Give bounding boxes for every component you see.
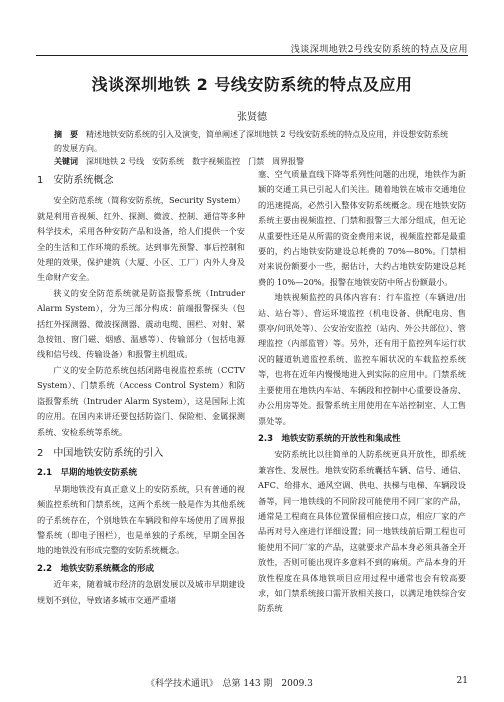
page-number: 21: [456, 676, 468, 686]
subsection-2-1-heading: 2.1 早期的地铁安防系统: [37, 468, 138, 479]
header-rule: [36, 55, 468, 56]
paragraph: 塞、空气质量直线下降等系列性问题的出现，地铁作为新颖的交通工具已引起人们关注。随着地铁在城市交通地位的迅速提高，必然引入整体安防系统概念。现在地铁安防系统主要由视频监控、门禁和报警三大部分组成，但无论从重要性还是从所需的资金费用来说，视频监控都是最重要的，约占地铁安防建设总耗费的 70%—80%。门禁相对来说份额要小一些，据估计，大约占地铁安防建设总耗费的 10%—20%。报警在地铁安防中所占份额最小。: [258, 169, 466, 287]
abstract: [54, 128, 450, 156]
abstract-text: 精述地铁安防系统的引入及演变，简单阐述了深圳地铁 2 号线安防系统的特点及应用，并设想安防系统的发展方向。: [54, 130, 449, 153]
paragraph: 安防系统比以往简单的人防系统更具开放性，即系统兼容性、发展性。地铁安防系统囊括车辆、信号、通信、AFC、给排水、通风空调、供电、扶梯与电梯、车辆段设备等，同一地铁线的不同阶段可能使用不同厂家的产品，通常是工程商在具体位置保留相应接口点，相应厂家的产品再对号入座进行详细设置；同一地铁线前后期工程也可能使用不同厂家的产品，这就要求产品本身必须具备全开放性，否则可能出现许多意料不到的麻烦。产品本身的开放性程度在具体地铁项目应用过程中通常也会有较高要求，如门禁系统接口需开放相关接口，以满足地铁综合安防系统: [258, 449, 466, 614]
paragraph: 早期地铁没有真正意义上的安防系统，只有普通的视频监控系统和门禁系统，这两个系统一般是作为其他系统的子系统存在，个别地铁在车辆段和停车场使用了周界报警系统（即电子围栏），也是单独的子系统，早期全国各地的地铁没有形成完整的安防系统概念。: [37, 483, 245, 556]
author-name: 张贤德: [237, 112, 267, 123]
subsection-2-3-heading: 2.3 地铁安防系统的开放性和集成性: [258, 433, 401, 444]
section-2-heading: 2 中国地铁安防系统的引入: [37, 447, 164, 459]
left-column: [37, 167, 245, 608]
keywords-text: 深圳地铁 2 号线 安防系统 数字视频监控 门禁 周界报警: [86, 157, 305, 166]
paragraph: 安全防范系统（简称安防系统，Security System）就是利用音视频、红外、探测、微波、控制、通信等多种科学技术，采用各种安防产品和设备，给人们提供一个安全的生活和工作环境的系统。达到事先预警、事后控制和处理的效果，保护建筑（大厦、小区、工厂）内外人身及生命财产安全。: [37, 195, 245, 283]
paragraph: 狭义的安全防范系统就是防盗报警系统（Intruder Alarm System），分为三部分构成：前端报警探头（包括红外探测器、微波探测器、震动电缆、围栏、对射、紧急按钮、窗门磁、烟感、温感等）、传输部分（包括电源线和信号线、传输设备）和报警主机组成。: [37, 287, 245, 360]
subsection-2-2-heading: 2.2 地铁安防系统概念的形成: [37, 563, 155, 574]
running-head: 浅谈深圳地铁2号线安防系统的特点及应用: [290, 45, 468, 55]
article-title: 浅谈深圳地铁 2 号线安防系统的特点及应用: [91, 75, 413, 94]
paragraph: 广义的安全防范系统包括闭路电视监控系统（CCTV System）、门禁系统（Access Control System）和防盗报警系统（Intruder Alarm System），这是国际上流的应用。在国内来讲还要包括防盗门、保险柜、金属探测系统、安检系统等系统。: [37, 364, 245, 437]
keywords-label: 关键词: [54, 157, 78, 166]
paragraph: 地铁视频监控的具体内容有：行车监控（车辆进/出站、站台等）、营运环境监控（机电设备、供配电房、售票亭/问讯处等）、公安治安监控（站内、外公共部位）、管理监控（内部监管）等。另外，还有用于监控列车运行状况的隧道轨道监控系统、监控车厢状况的车载监控系统等，也将在近年内慢慢地进入到实际的应用中。门禁系统主要使用在地铁内车站、车辆段和控制中心重要设备房、办公用房等处。报警系统主用使用在车站控制室、人工售票处等。: [258, 292, 466, 426]
right-column: [258, 167, 466, 617]
paragraph: 近年来，随着城市经济的急剧发展以及城市早期建设规划不到位，导致诸多城市交通严重堵: [37, 579, 245, 605]
abstract-label: 摘 要: [54, 130, 78, 139]
journal-info: 《科学技术通讯》 总第 143 期 2009.3: [146, 679, 313, 689]
section-1-heading: 1 安防系统概念: [37, 175, 114, 186]
